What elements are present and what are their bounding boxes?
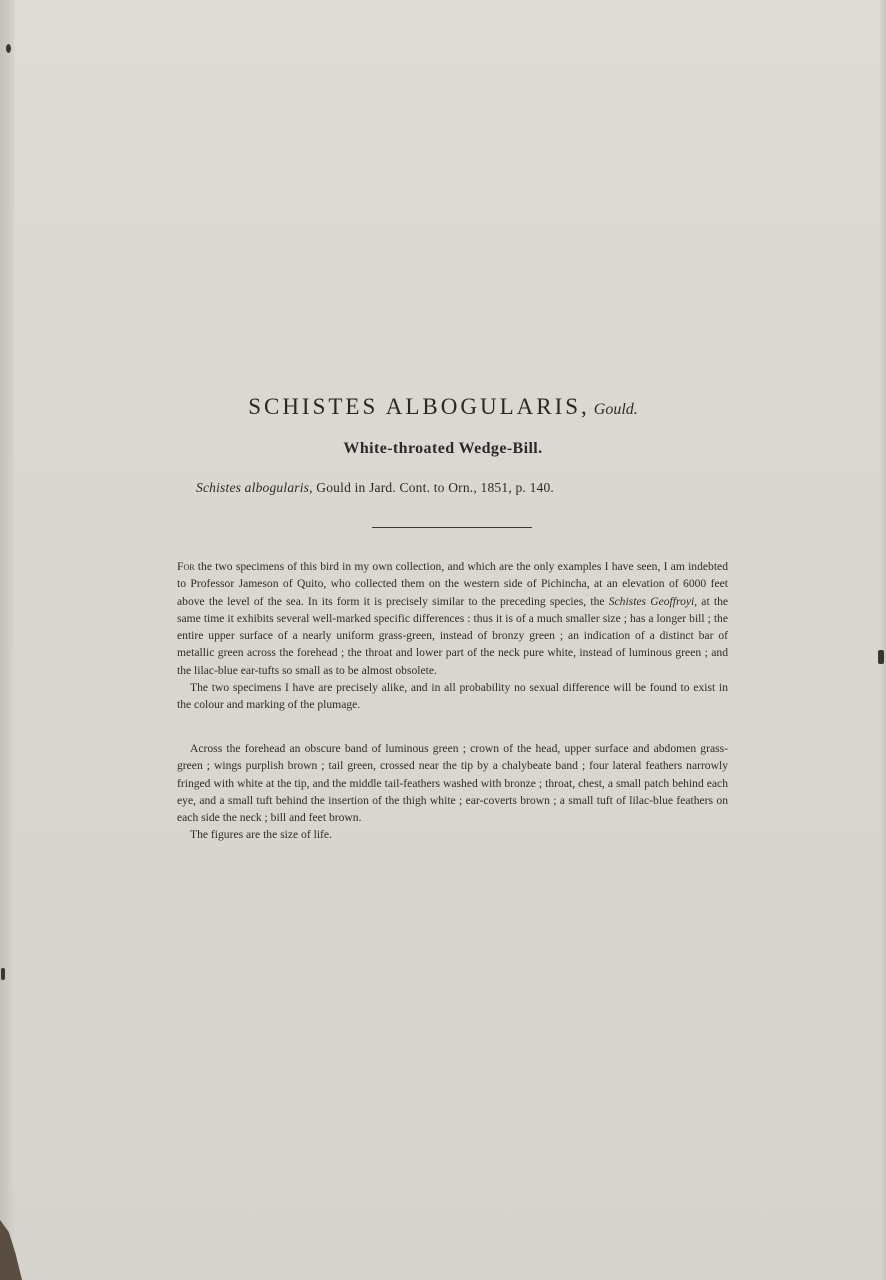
- description-section-2: [177, 740, 728, 844]
- reference-species-name: Schistes albogularis,: [196, 480, 313, 495]
- paragraph: [177, 558, 728, 679]
- reference-citation: Gould in Jard. Cont. to Orn., 1851, p. 140.: [312, 480, 554, 495]
- bibliographic-reference: [196, 480, 554, 496]
- paragraph-text: at the same time it exhibits several well-marked specific differences : thus it is of a much smaller size ; has a longer bill ; the entire upper surface of a nearly uniform grass-green, instead of bronzy green ; an indication of a distinct bar of metallic green across the forehead ; the throat and lower part of the neck pure white, instead of luminous green ; and the lilac-blue ear-tufts so small as to be almost obsolete.: [177, 594, 729, 677]
- paragraph-italic-name: Schistes Geoffroyi,: [608, 594, 698, 608]
- ink-speck: [6, 44, 11, 53]
- species-author: Gould.: [593, 401, 638, 418]
- paragraph: The two specimens I have are precisely alike, and in all probability no sexual difference will be found to exist in the colour and marking of the plumage.: [177, 681, 728, 712]
- drop-lead-word: For: [177, 560, 195, 573]
- species-common-name: White-throated Wedge-Bill.: [343, 440, 543, 457]
- paragraph-text: the two specimens of this bird in my own collection, and which are the only examples I have seen, I am indebted to Professor Jameson of Quito, who collected them on the western side of Pichincha, at an elevation of 6000 feet above the level of the sea. In its form it is precisely similar to the preceding species, the: [177, 560, 728, 608]
- description-section-1: [177, 558, 728, 714]
- divider-rule: [372, 527, 532, 528]
- species-title: [0, 394, 886, 420]
- binding-edge: [0, 0, 14, 1280]
- paragraph: The figures are the size of life.: [190, 828, 332, 842]
- ink-speck: [1, 968, 5, 980]
- species-scientific-name: SCHISTES ALBOGULARIS,: [248, 394, 590, 419]
- paragraph: Across the forehead an obscure band of luminous green ; crown of the head, upper surface and abdomen grass-green ; wings purplish brown ; tail green, crossed near the tip by a chalybeate band ; four lateral feathers narrowly fringed with white at the tip, and the middle tail-feathers washed with bronze ; throat, chest, a small patch behind each eye, and a small tuft behind the insertion of the thigh white ; ear-coverts brown ; a small tuft of lilac-blue feathers on each side the neck ; bill and feet brown.: [177, 742, 728, 825]
- ink-speck: [878, 650, 884, 664]
- right-edge: [880, 0, 886, 1280]
